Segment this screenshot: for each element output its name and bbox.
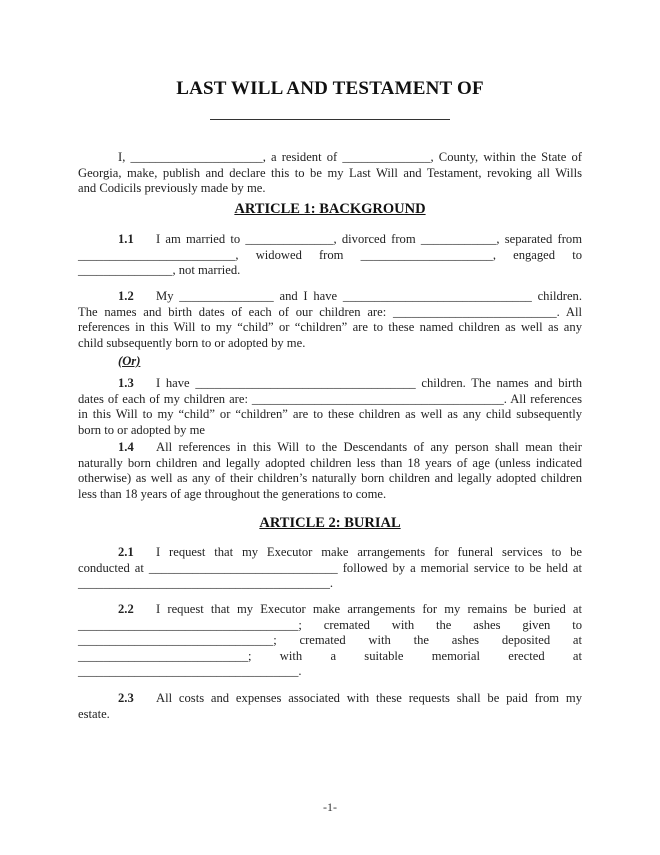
section-2-3 [78, 691, 582, 722]
section-line: estate. [78, 706, 110, 721]
section-line: child subsequently born to or adopted by me. [78, 335, 306, 350]
section-number: 1.2 [118, 289, 134, 303]
section-2-1 [78, 545, 582, 592]
article-2-heading: ARTICLE 2: BURIAL [259, 515, 401, 531]
section-line: I have ___________________________________ children. The names and birth [156, 376, 582, 390]
intro-line: and Codicils previously made by me. [78, 181, 266, 196]
section-line: otherwise) as well as any of their children’s naturally born children and legally adopted children [78, 471, 582, 486]
section-line: _______________, not married. [78, 263, 241, 278]
section-number: 2.2 [118, 602, 134, 616]
section-1-2 [78, 289, 582, 351]
or-label: (Or) [118, 354, 141, 368]
intro-line: I, _____________________, a resident of ______________, County, within the State of [118, 150, 582, 164]
section-line: references in this Will to my “child” or “children” are to these named children as well as any [78, 320, 582, 335]
section-number: 1.4 [118, 440, 134, 454]
or-label-row [78, 354, 582, 370]
section-line: dates of each of my children are: ________________________________________. All references [78, 391, 582, 406]
section-line: in this Will to my “child” or “children” are to these children as well as any child subsequently [78, 407, 582, 422]
section-line: _______________________________; cremated with the ashes deposited at [78, 633, 582, 648]
section-line: All references in this Will to the Descendants of any person shall mean their [156, 440, 582, 454]
section-line: ___________________________; with a suitable memorial erected at [78, 648, 582, 663]
section-2-2 [78, 602, 582, 680]
section-number: 1.1 [118, 232, 134, 246]
section-line: My _______________ and I have ______________________________ children. [156, 289, 582, 303]
section-line: ___________________________________; cremated with the ashes given to [78, 617, 582, 632]
section-line: born to or adopted by me [78, 422, 205, 437]
section-line: ___________________________________. [78, 664, 302, 679]
document-title: LAST WILL AND TESTAMENT OF [176, 78, 484, 99]
section-1-1 [78, 232, 582, 279]
testator-name-blank [210, 119, 450, 120]
intro-line: Georgia, make, publish and declare this to be my Last Will and Testament, revoking all Wills [78, 165, 582, 180]
section-line: I request that my Executor make arrangements for my remains be buried at [156, 602, 582, 616]
section-number: 2.1 [118, 545, 134, 559]
section-1-3 [78, 376, 582, 438]
section-number: 1.3 [118, 376, 134, 390]
section-line: ________________________________________. [78, 576, 334, 591]
section-number: 2.3 [118, 691, 134, 705]
section-line: All costs and expenses associated with these requests shall be paid from my [156, 691, 582, 705]
section-line: _________________________, widowed from _____________________, engaged to [78, 247, 582, 262]
section-line: The names and birth dates of each of our children are: __________________________. All [78, 304, 582, 319]
section-line: I request that my Executor make arrangements for funeral services to be [156, 545, 582, 559]
intro-paragraph [78, 150, 582, 197]
section-line: conducted at ______________________________ followed by a memorial service to be held at [78, 560, 582, 575]
section-line: less than 18 years of age throughout the generations to come. [78, 486, 387, 501]
section-line: I am married to ______________, divorced from ____________, separated from [156, 232, 582, 246]
page-number: -1- [323, 800, 337, 814]
section-line: naturally born children and legally adopted children less than 18 years of age (unless indicated [78, 455, 582, 470]
section-1-4 [78, 440, 582, 502]
article-1-heading: ARTICLE 1: BACKGROUND [234, 201, 426, 217]
